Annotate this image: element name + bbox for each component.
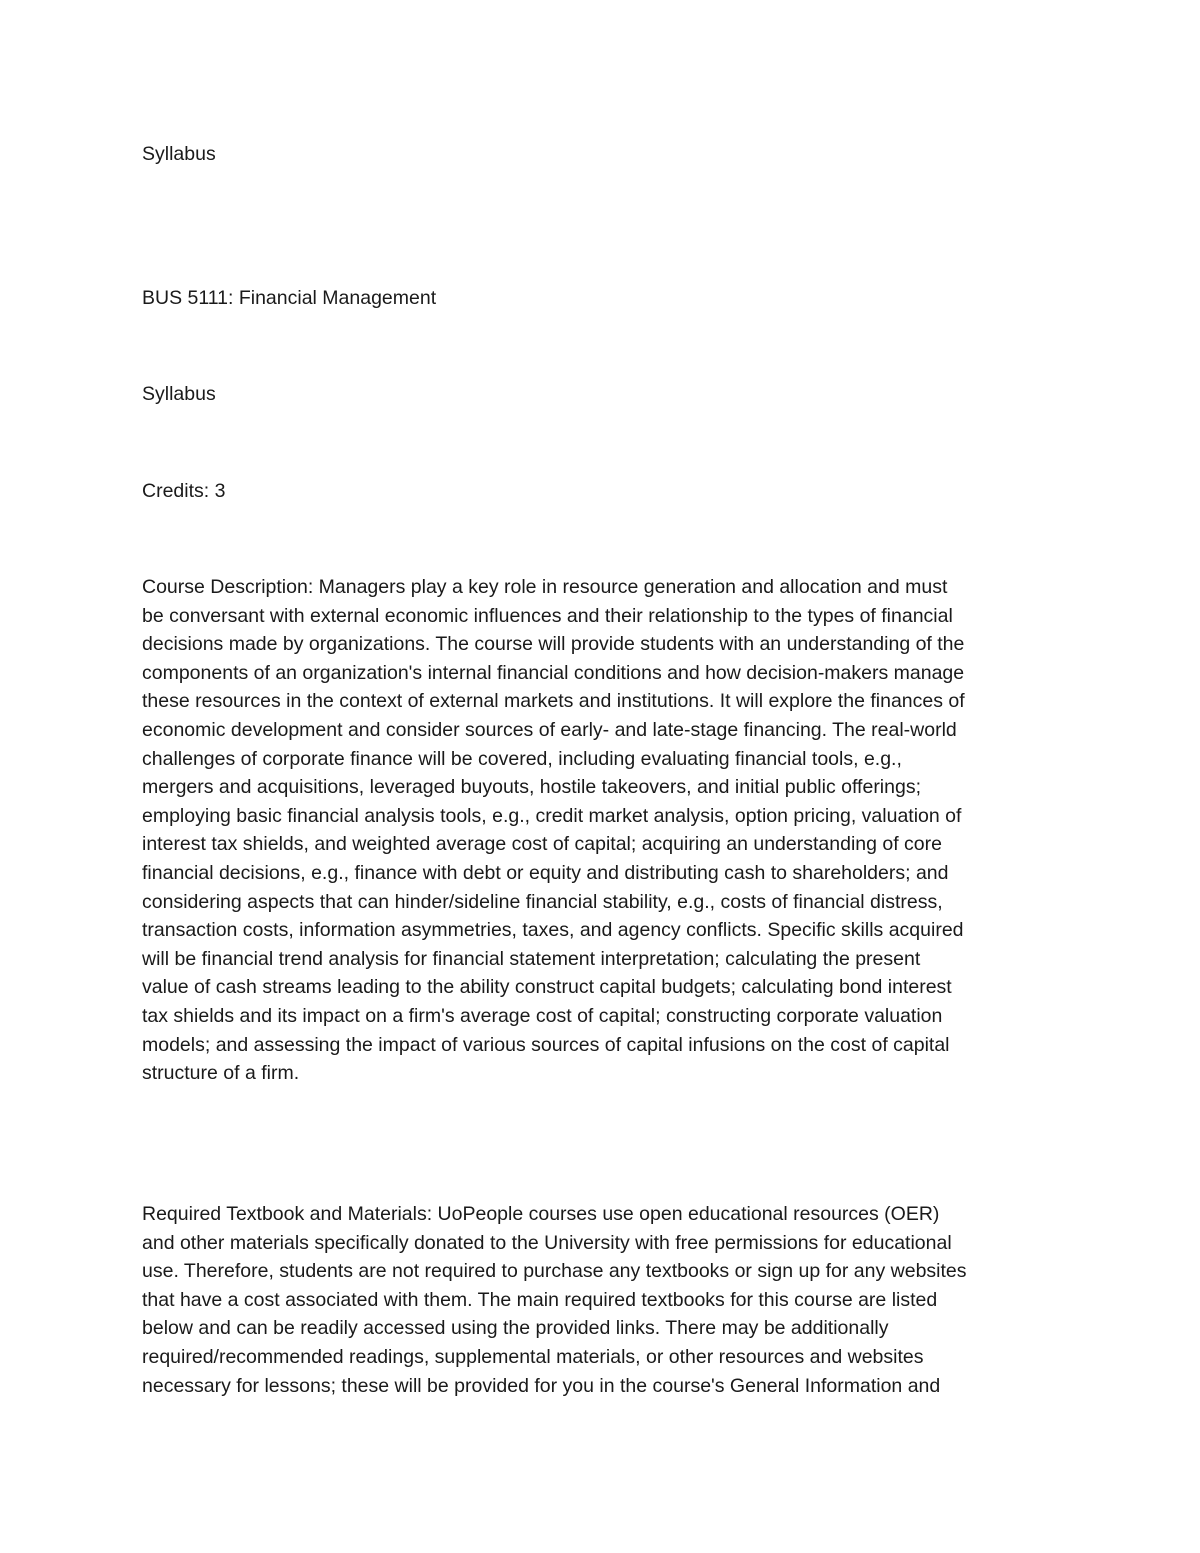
text-line: below and can be readily accessed using the provided links. There may be additionally bbox=[142, 1317, 889, 1340]
text-line: necessary for lessons; these will be provided for you in the course's General Information and bbox=[142, 1374, 941, 1397]
text-line: structure of a firm. bbox=[142, 1062, 300, 1085]
document-heading: Syllabus bbox=[142, 143, 216, 165]
text-line: Course Description: Managers play a key role in resource generation and allocation and must bbox=[142, 576, 948, 598]
text-line: considering aspects that can hinder/sideline financial stability, e.g., costs of financial distress, bbox=[142, 890, 943, 913]
text-line: use. Therefore, students are not required to purchase any textbooks or sign up for any websites bbox=[142, 1260, 967, 1283]
text-line: transaction costs, information asymmetries, taxes, and agency conflicts. Specific skills acquired bbox=[142, 919, 964, 942]
text-line: interest tax shields, and weighted average cost of capital; acquiring an understanding of core bbox=[142, 833, 942, 856]
text-line: Required Textbook and Materials: UoPeople courses use open educational resources (OER) bbox=[142, 1203, 940, 1225]
text-line: tax shields and its impact on a firm's average cost of capital; constructing corporate valuation bbox=[142, 1004, 943, 1027]
text-line: required/recommended readings, supplemental materials, or other resources and websites bbox=[142, 1345, 924, 1368]
course-credits: Credits: 3 bbox=[142, 480, 226, 502]
text-line: be conversant with external economic influences and their relationship to the types of financial bbox=[142, 604, 953, 627]
text-line: that have a cost associated with them. The main required textbooks for this course are listed bbox=[142, 1288, 938, 1311]
text-line: mergers and acquisitions, leveraged buyouts, hostile takeovers, and initial public offerings; bbox=[142, 776, 922, 799]
text-line: challenges of corporate finance will be covered, including evaluating financial tools, e.g., bbox=[142, 747, 902, 770]
text-line: models; and assessing the impact of various sources of capital infusions on the cost of capital bbox=[142, 1033, 950, 1056]
text-line: components of an organization's internal financial conditions and how decision-makers manage bbox=[142, 661, 965, 684]
text-line: economic development and consider sources of early- and late-stage financing. The real-world bbox=[142, 718, 957, 741]
text-line: financial decisions, e.g., finance with debt or equity and distributing cash to shareholders; and bbox=[142, 861, 949, 884]
text-line: employing basic financial analysis tools, e.g., credit market analysis, option pricing, valuation of bbox=[142, 804, 962, 827]
text-line: decisions made by organizations. The course will provide students with an understanding of the bbox=[142, 633, 965, 656]
course-description-paragraph bbox=[142, 573, 1072, 1088]
course-title: BUS 5111: Financial Management bbox=[142, 287, 437, 309]
required-materials-paragraph bbox=[142, 1200, 1072, 1400]
text-line: value of cash streams leading to the ability construct capital budgets; calculating bond interest bbox=[142, 976, 952, 999]
text-line: these resources in the context of external markets and institutions. It will explore the finances of bbox=[142, 690, 965, 713]
document-subheading: Syllabus bbox=[142, 383, 216, 405]
text-line: and other materials specifically donated to the University with free permissions for educational bbox=[142, 1231, 952, 1254]
text-line: will be financial trend analysis for financial statement interpretation; calculating the present bbox=[142, 947, 921, 970]
